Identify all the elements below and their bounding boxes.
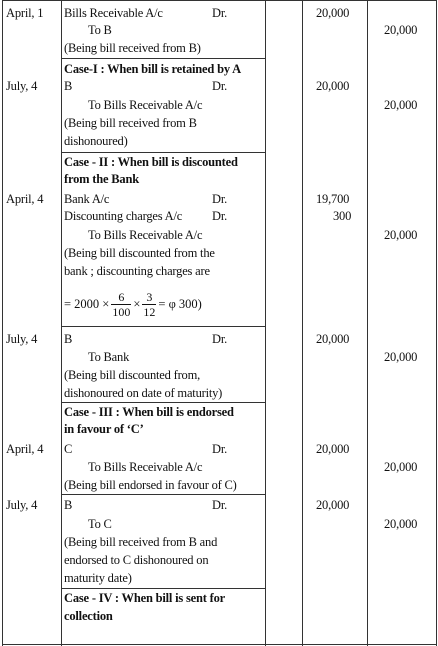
- case-heading: Case - IV : When bill is sent for: [64, 591, 226, 605]
- fraction-numerator: 3: [142, 290, 156, 305]
- narration: dishonoured on date of maturity): [64, 386, 223, 400]
- entry-account: To Bills Receivable A/c: [88, 460, 203, 474]
- entry-account: To Bills Receivable A/c: [88, 228, 203, 242]
- entry-date: July, 4: [6, 498, 38, 512]
- credit-amount: 20,000: [384, 460, 418, 474]
- row-line: [2, 0, 436, 1]
- entry-account: To B: [88, 23, 112, 37]
- credit-amount: 20,000: [384, 98, 418, 112]
- entry-date: April, 1: [6, 6, 44, 20]
- row-line: [61, 326, 265, 327]
- column-line: [367, 0, 368, 646]
- debit-amount: 300: [333, 209, 352, 223]
- dr-label: Dr.: [212, 332, 228, 346]
- formula-times: ×: [133, 297, 141, 311]
- debit-amount: 20,000: [316, 79, 350, 93]
- entry-account: C: [64, 442, 73, 456]
- formula-suffix: = φ 300): [158, 297, 202, 311]
- debit-amount: 19,700: [316, 192, 350, 206]
- entry-account: B: [64, 498, 73, 512]
- narration: endorsed to C dishonoured on: [64, 553, 209, 567]
- row-line: [61, 588, 265, 589]
- case-heading: Case - II : When bill is discounted: [64, 155, 238, 169]
- formula-prefix: = 2000 ×: [64, 297, 110, 311]
- credit-amount: 20,000: [384, 350, 418, 364]
- row-line: [61, 152, 265, 153]
- entry-account: To Bank: [88, 350, 130, 364]
- column-line: [2, 0, 3, 646]
- narration: (Being bill endorsed in favour of C): [64, 478, 237, 492]
- narration: (Being bill discounted from the: [64, 246, 215, 260]
- entry-account: B: [64, 79, 73, 93]
- credit-amount: 20,000: [384, 517, 418, 531]
- case-heading: Case-I : When bill is retained by A: [64, 62, 241, 76]
- case-heading: in favour of ‘C’: [64, 422, 144, 436]
- dr-label: Dr.: [212, 79, 228, 93]
- entry-date: July, 4: [6, 79, 38, 93]
- fraction: [142, 290, 156, 319]
- narration: bank ; discounting charges are: [64, 264, 210, 278]
- narration: (Being bill discounted from,: [64, 368, 201, 382]
- entry-account: Discounting charges A/c: [64, 209, 183, 223]
- narration: (Being bill received from B: [64, 116, 197, 130]
- row-line: [2, 644, 436, 645]
- debit-amount: 20,000: [316, 332, 350, 346]
- entry-date: April, 4: [6, 192, 44, 206]
- case-heading: Case - III : When bill is endorsed: [64, 405, 234, 419]
- fraction: [111, 290, 131, 319]
- debit-amount: 20,000: [316, 6, 350, 20]
- narration: dishonoured): [64, 134, 128, 148]
- row-line: [61, 402, 265, 403]
- credit-amount: 20,000: [384, 23, 418, 37]
- entry-account: B: [64, 332, 73, 346]
- dr-label: Dr.: [212, 6, 228, 20]
- column-line: [436, 0, 437, 646]
- narration: (Being bill received from B and: [64, 535, 218, 549]
- narration: maturity date): [64, 571, 132, 585]
- row-line: [61, 58, 265, 59]
- debit-amount: 20,000: [316, 442, 350, 456]
- case-heading: collection: [64, 609, 113, 623]
- entry-account: Bank A/c: [64, 192, 110, 206]
- fraction-numerator: 6: [111, 290, 131, 305]
- entry-account: To Bills Receivable A/c: [88, 98, 203, 112]
- dr-label: Dr.: [212, 442, 228, 456]
- entry-account: To C: [88, 517, 112, 531]
- credit-amount: 20,000: [384, 228, 418, 242]
- discount-formula: [64, 290, 202, 319]
- fraction-denominator: 12: [143, 305, 156, 319]
- column-line: [302, 0, 303, 646]
- dr-label: Dr.: [212, 209, 228, 223]
- dr-label: Dr.: [212, 192, 228, 206]
- column-line: [61, 0, 62, 646]
- entry-date: April, 4: [6, 442, 44, 456]
- dr-label: Dr.: [212, 498, 228, 512]
- debit-amount: 20,000: [316, 498, 350, 512]
- entry-account: Bills Receivable A/c: [64, 6, 163, 20]
- row-line: [61, 494, 265, 495]
- fraction-denominator: 100: [112, 305, 131, 319]
- entry-date: July, 4: [6, 332, 38, 346]
- case-heading: from the Bank: [64, 172, 139, 186]
- column-line: [265, 0, 266, 646]
- narration: (Being bill received from B): [64, 41, 201, 55]
